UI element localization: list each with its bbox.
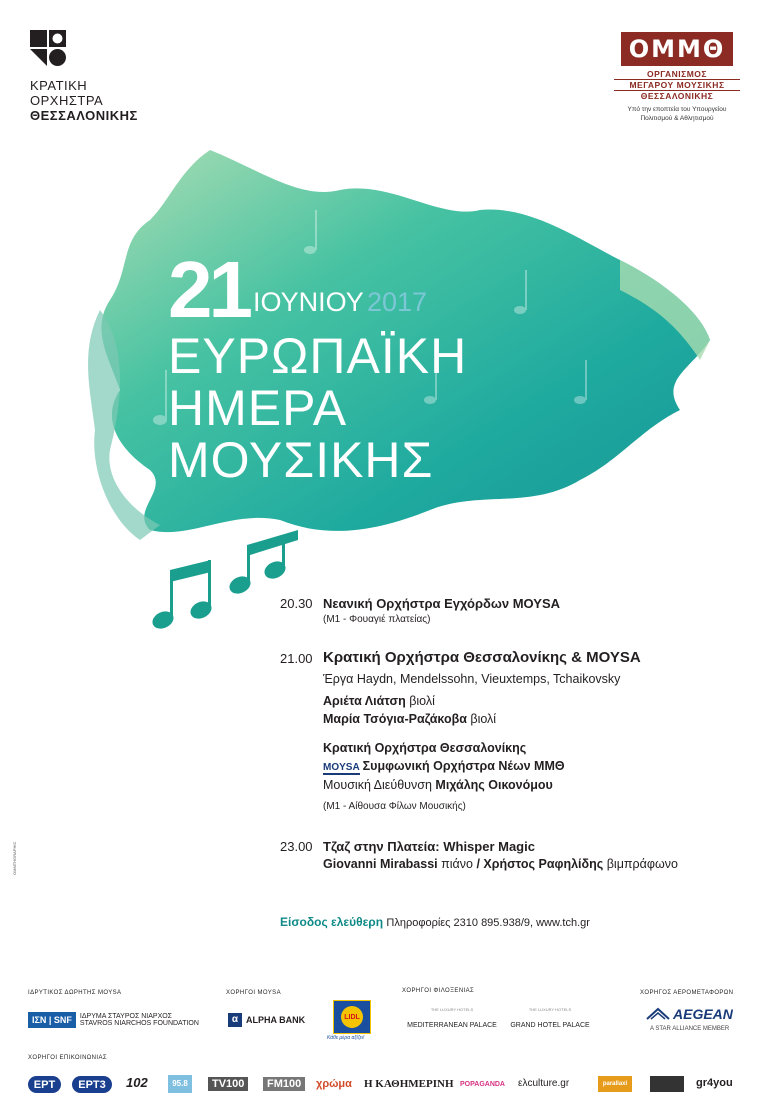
soloist-1-name: Αριέτα Λιάτση <box>323 694 406 708</box>
media-102: 102 <box>126 1075 148 1090</box>
event-2-soloist-1 <box>323 694 435 708</box>
hero-year: 2017 <box>367 287 428 317</box>
event-3-title: Τζαζ στην Πλατεία: Whisper Magic <box>323 839 535 854</box>
lidl-logo <box>333 1000 371 1034</box>
soloist-1-instrument: βιολί <box>409 694 435 708</box>
event-2-ensemble-1: Κρατική Ορχήστρα Θεσσαλονίκης <box>323 741 527 755</box>
media-chroma: χρώμα <box>316 1078 352 1090</box>
event-2-works: Έργα Haydn, Mendelssohn, Vieuxtemps, Tchaikovsky <box>323 672 621 686</box>
hotel-2-logo <box>500 1007 600 1029</box>
artist-2-instrument: βιμπράφωνο <box>606 857 678 871</box>
event-3-artists <box>323 857 678 871</box>
ommth-line-2: ΜΕΓΑΡΟΥ ΜΟΥΣΙΚΗΣ <box>614 79 740 91</box>
event-3-time: 23.00 <box>280 839 313 854</box>
artist-separator: / <box>476 857 480 871</box>
hotel-2-name: GRAND HOTEL PALACE <box>510 1022 590 1029</box>
snf-logo <box>28 1012 199 1028</box>
hero-line-2: ΗΜΕΡΑ <box>168 380 348 436</box>
ommth-line-3: ΘΕΣΣΑΛΟΝΙΚΗΣ <box>640 91 714 101</box>
media-parallaxi: parallaxi <box>598 1076 632 1092</box>
hotel-1-name: MEDITERRANEAN PALACE <box>407 1022 497 1029</box>
ensemble-2-name: Συμφωνική Ορχήστρα Νέων ΜΜΘ <box>362 759 565 773</box>
tso-line-1: ΚΡΑΤΙΚΗ <box>30 78 88 93</box>
artist-1-instrument: πιάνο <box>441 857 473 871</box>
aegean-logo <box>645 1006 733 1022</box>
media-ert3: ΕΡΤ3 <box>72 1076 112 1093</box>
hero-line-1: ΕΥΡΩΠΑΪΚΗ <box>168 328 468 384</box>
event-1-time: 20.30 <box>280 596 313 611</box>
music-notes-foreground <box>150 530 298 630</box>
media-kathimerini: Η ΚΑΘΗΜΕΡΙΝΗ <box>364 1078 454 1090</box>
media-elculture: ελculture.gr <box>518 1078 570 1089</box>
artist-2-name: Χρήστος Ραφηλίδης <box>483 857 604 871</box>
soloist-2-instrument: βιολί <box>470 712 497 726</box>
media-sponsors-label: ΧΟΡΗΓΟΙ ΕΠΙΚΟΙΝΩΝΙΑΣ <box>28 1055 107 1061</box>
aegean-name: AEGEAN <box>673 1006 733 1022</box>
ommth-sub-1: Υπό την εποπτεία του Υπουργείου <box>627 106 727 113</box>
hospitality-label: ΧΟΡΗΓΟΙ ΦΙΛΟΞΕΝΙΑΣ <box>402 988 475 994</box>
musa-sponsors-label: ΧΟΡΗΓΟΙ ΜΟΥSA <box>226 990 281 996</box>
tso-logo <box>30 30 140 125</box>
hotel-1-logo <box>402 1007 502 1029</box>
soloist-2-name: Μαρία Τσόγια-Ραζάκοβα <box>323 712 467 726</box>
snf-mark: ΙΣΝ | SNF <box>28 1012 76 1028</box>
lidl-slogan: Κάθε μέρα αξίζει! <box>327 1035 365 1041</box>
hotel-2-small: THE LUXURY HOTELS <box>528 1007 572 1012</box>
director-name: Μιχάλης Οικονόμου <box>435 778 553 792</box>
event-1-venue: (Μ1 - Φουαγιέ πλατείας) <box>323 614 431 625</box>
snf-en: STAVROS NIARCHOS FOUNDATION <box>79 1020 199 1027</box>
event-1-title: Νεανική Ορχήστρα Εγχόρδων ΜΟΥSA <box>323 596 561 611</box>
event-2-ensemble-2 <box>323 759 565 775</box>
media-tv100: TV100 <box>208 1077 248 1091</box>
hero-month: ΙΟΥΝΙΟΥ <box>253 287 364 317</box>
hotel-1-small: THE LUXURY HOTELS <box>430 1007 474 1012</box>
ommth-sub-2: Πολιτισμού & Αθλητισμού <box>640 115 714 122</box>
founding-sponsor-label: ΙΔΡΥΤΙΚΟΣ ΔΩΡΗΤΗΣ ΜΟΥSA <box>28 990 122 996</box>
event-2-venue: (Μ1 - Αίθουσα Φίλων Μουσικής) <box>323 801 466 812</box>
event-2-director <box>323 778 553 792</box>
tso-line-3: ΘΕΣΣΑΛΟΝΙΚΗΣ <box>30 108 138 123</box>
media-popaganda: POPAGANDA <box>460 1081 505 1088</box>
media-dark-logo <box>650 1076 684 1092</box>
alpha-name: ALPHA BANK <box>246 1015 306 1025</box>
hero-line-3: ΜΟΥΣΙΚΗΣ <box>168 432 434 488</box>
snf-gr: ΙΔΡΥΜΑ ΣΤΑΥΡΟΣ ΝΙΑΡΧΟΣ <box>79 1013 173 1020</box>
info-line: Πληροφορίες 2310 895.938/9, www.tch.gr <box>386 917 590 929</box>
side-code: OMMTHGRAPHIC <box>12 841 17 875</box>
lidl-mark: LIDL <box>341 1006 363 1028</box>
hero-day: 21 <box>168 245 249 334</box>
airline-label: ΧΟΡΗΓΟΣ ΑΕΡΟΜΕΤΑΦΟΡΩΝ <box>640 990 734 996</box>
tso-line-2: ΟΡΧΗΣΤΡΑ <box>30 93 104 108</box>
tso-logo-mark <box>30 30 66 66</box>
media-sponsor-row <box>28 1075 748 1095</box>
artist-1-name: Giovanni Mirabassi <box>323 857 438 871</box>
ommth-mark: ΟΜΜΘ <box>621 32 733 66</box>
director-label: Μουσική Διεύθυνση <box>323 778 432 792</box>
event-2-soloist-2 <box>323 712 496 726</box>
musa-mini-logo: MOYSA <box>323 762 360 773</box>
aegean-sub: A STAR ALLIANCE MEMBER <box>650 1026 730 1032</box>
media-958: 95.8 <box>168 1075 192 1093</box>
aegean-icon <box>645 1007 671 1021</box>
media-ert: ΕΡΤ <box>28 1076 61 1093</box>
ommth-line-1: ΟΡΓΑΝΙΣΜΟΣ <box>647 69 707 79</box>
entry-info <box>280 915 590 929</box>
media-fm100: FM100 <box>263 1077 305 1091</box>
ommth-logo <box>614 32 740 123</box>
alpha-bank-logo <box>228 1013 305 1027</box>
event-2-time: 21.00 <box>280 651 313 666</box>
media-gr4you: gr4you <box>696 1077 733 1089</box>
free-entry: Είσοδος ελεύθερη <box>280 915 384 929</box>
alpha-icon: α <box>228 1013 242 1027</box>
event-2-title: Κρατική Ορχήστρα Θεσσαλονίκης & ΜΟΥSA <box>323 649 641 666</box>
